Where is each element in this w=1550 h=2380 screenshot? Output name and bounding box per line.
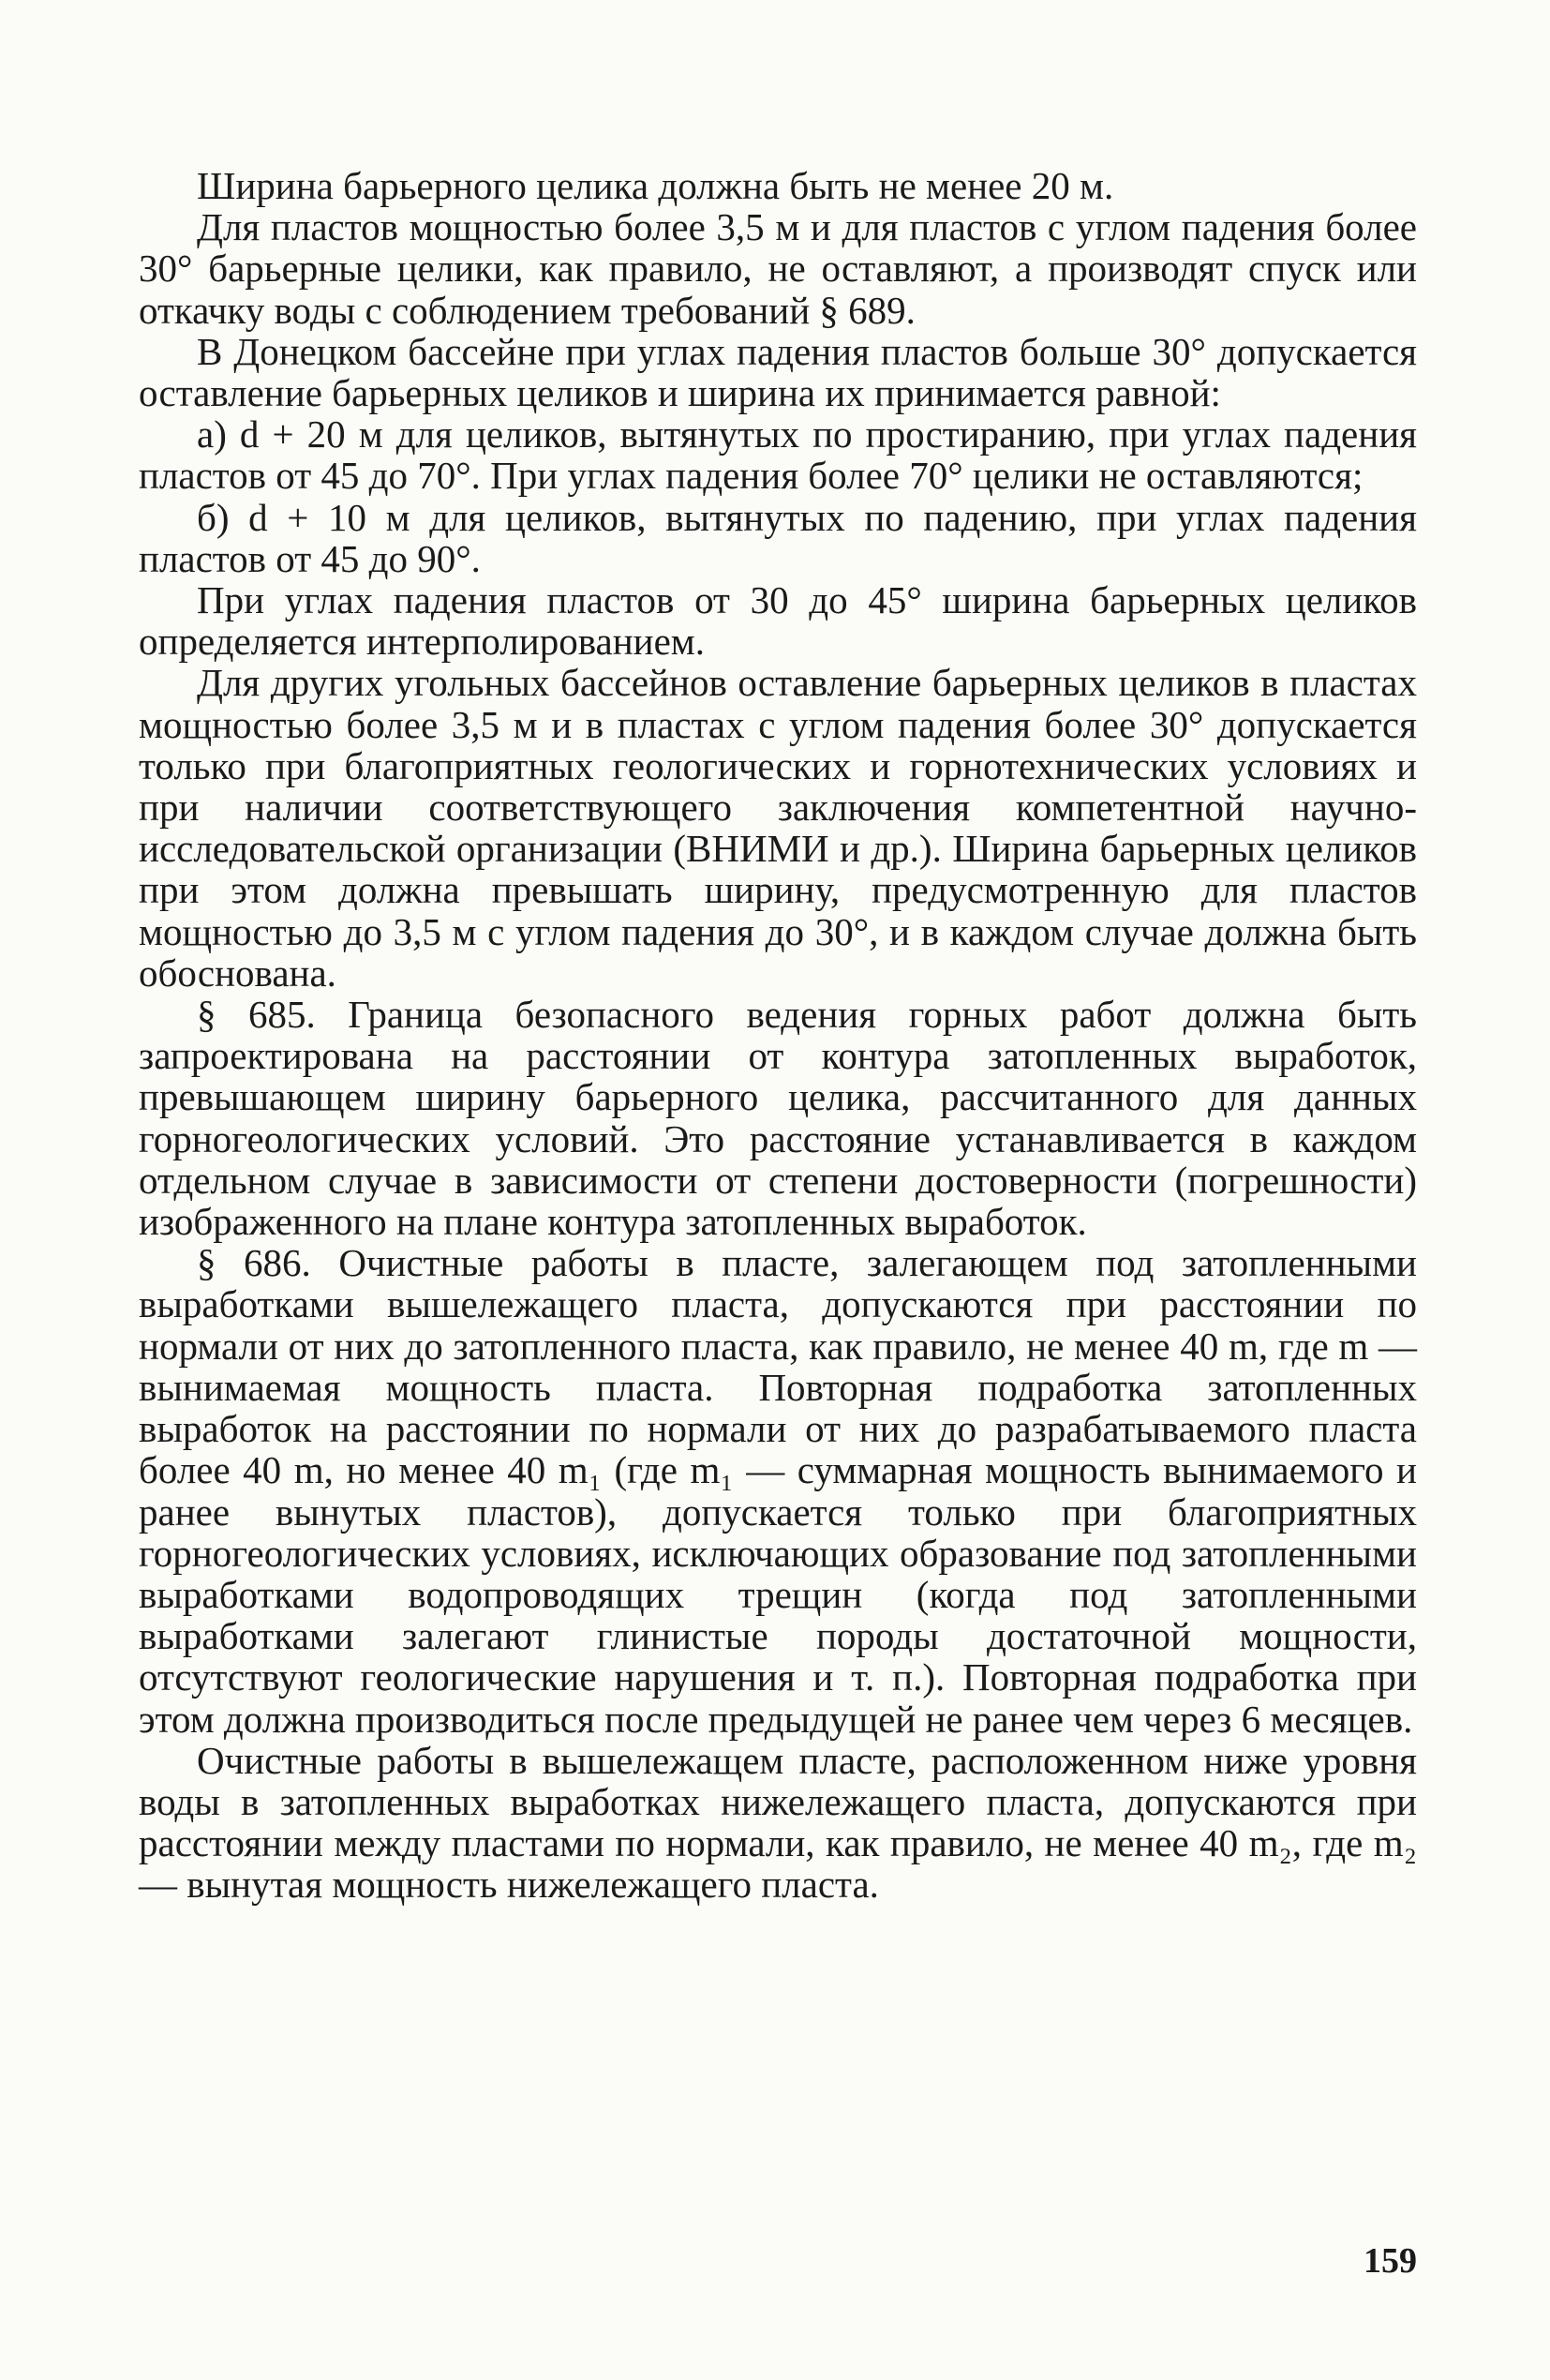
section-685: § 685. Граница безопасного ведения горных работ должна быть запроектирована на расстоянии от контура затопленных выработок, превышающем ширину барьерного целика, рассчитанного для данных горногеологических условий. Это расстояние устанавливается в каждом отдельном случае в зависимости от степени достоверности (погрешности) изображенного на плане контура затопленных выработок. bbox=[139, 993, 1417, 1244]
paragraph-4: При углах падения пластов от 30 до 45° ширина барьерных целиков определяется интерполированием. bbox=[139, 578, 1417, 664]
paragraph-1: Ширина барьерного целика должна быть не менее 20 м. bbox=[197, 164, 1114, 207]
paragraph-2: Для пластов мощностью более 3,5 м и для пластов с углом падения более 30° барьерные целики, как правило, не оставляют, а производят спуск или откачку воды с соблюдением требований § 689. bbox=[139, 205, 1417, 332]
page-body bbox=[139, 165, 1417, 1906]
list-item-a: а) d + 20 м для целиков, вытянутых по простиранию, при углах падения пластов от 45 до 70°. При углах падения более 70° целики не оставляются; bbox=[139, 412, 1417, 498]
paragraph-3: В Донецком бассейне при углах падения пластов больше 30° допускается оставление барьерных целиков и ширина их принимается равной: bbox=[139, 329, 1417, 415]
paragraph-5: Для других угольных бассейнов оставление барьерных целиков в пластах мощностью более 3,5 м и в пластах с углом падения более 30° допускается только при благоприятных геологических и горнотехнических условиях и при наличии соответствующего заключения компетентной научно-исследовательской организации (ВНИМИ и др.). Ширина барьерных целиков при этом должна превышать ширину, предусмотренную для пластов мощностью до 3,5 м с углом падения до 30°, и в каждом случае должна быть обоснована. bbox=[139, 661, 1417, 995]
section-686: § 686. Очистные работы в пласте, залегающем под затопленными выработками вышележащего пласта, допускаются при расстоянии по нормали от них до затопленного пласта, как правило, не менее 40 m, где m — вынимаемая мощность пласта. Повторная подработка затопленных выработок на расстоянии по нормали от них до разрабатываемого пласта более 40 m, но менее 40 m₁ (где m₁ — суммарная мощность вынимаемого и ранее вынутых пластов), допускается только при благоприятных горногеологических условиях, исключающих образование под затопленными выработками водопроводящих трещин (когда под затопленными выработками залегают глинистые породы достаточной мощности, отсутствуют геологические нарушения и т. п.). Повторная подработка при этом должна производиться после предыдущей не ранее чем через 6 месяцев. bbox=[139, 1241, 1417, 1741]
paragraph-6: Очистные работы в вышележащем пласте, расположенном ниже уровня воды в затопленных выработках нижележащего пласта, допускаются при расстоянии между пластами по нормали, как правило, не менее 40 m₂, где m₂ — вынутая мощность нижележащего пласта. bbox=[139, 1738, 1417, 1907]
list-item-b: б) d + 10 м для целиков, вытянутых по падению, при углах падения пластов от 45 до 90°. bbox=[139, 495, 1417, 580]
page-number: 159 bbox=[1364, 2241, 1417, 2281]
